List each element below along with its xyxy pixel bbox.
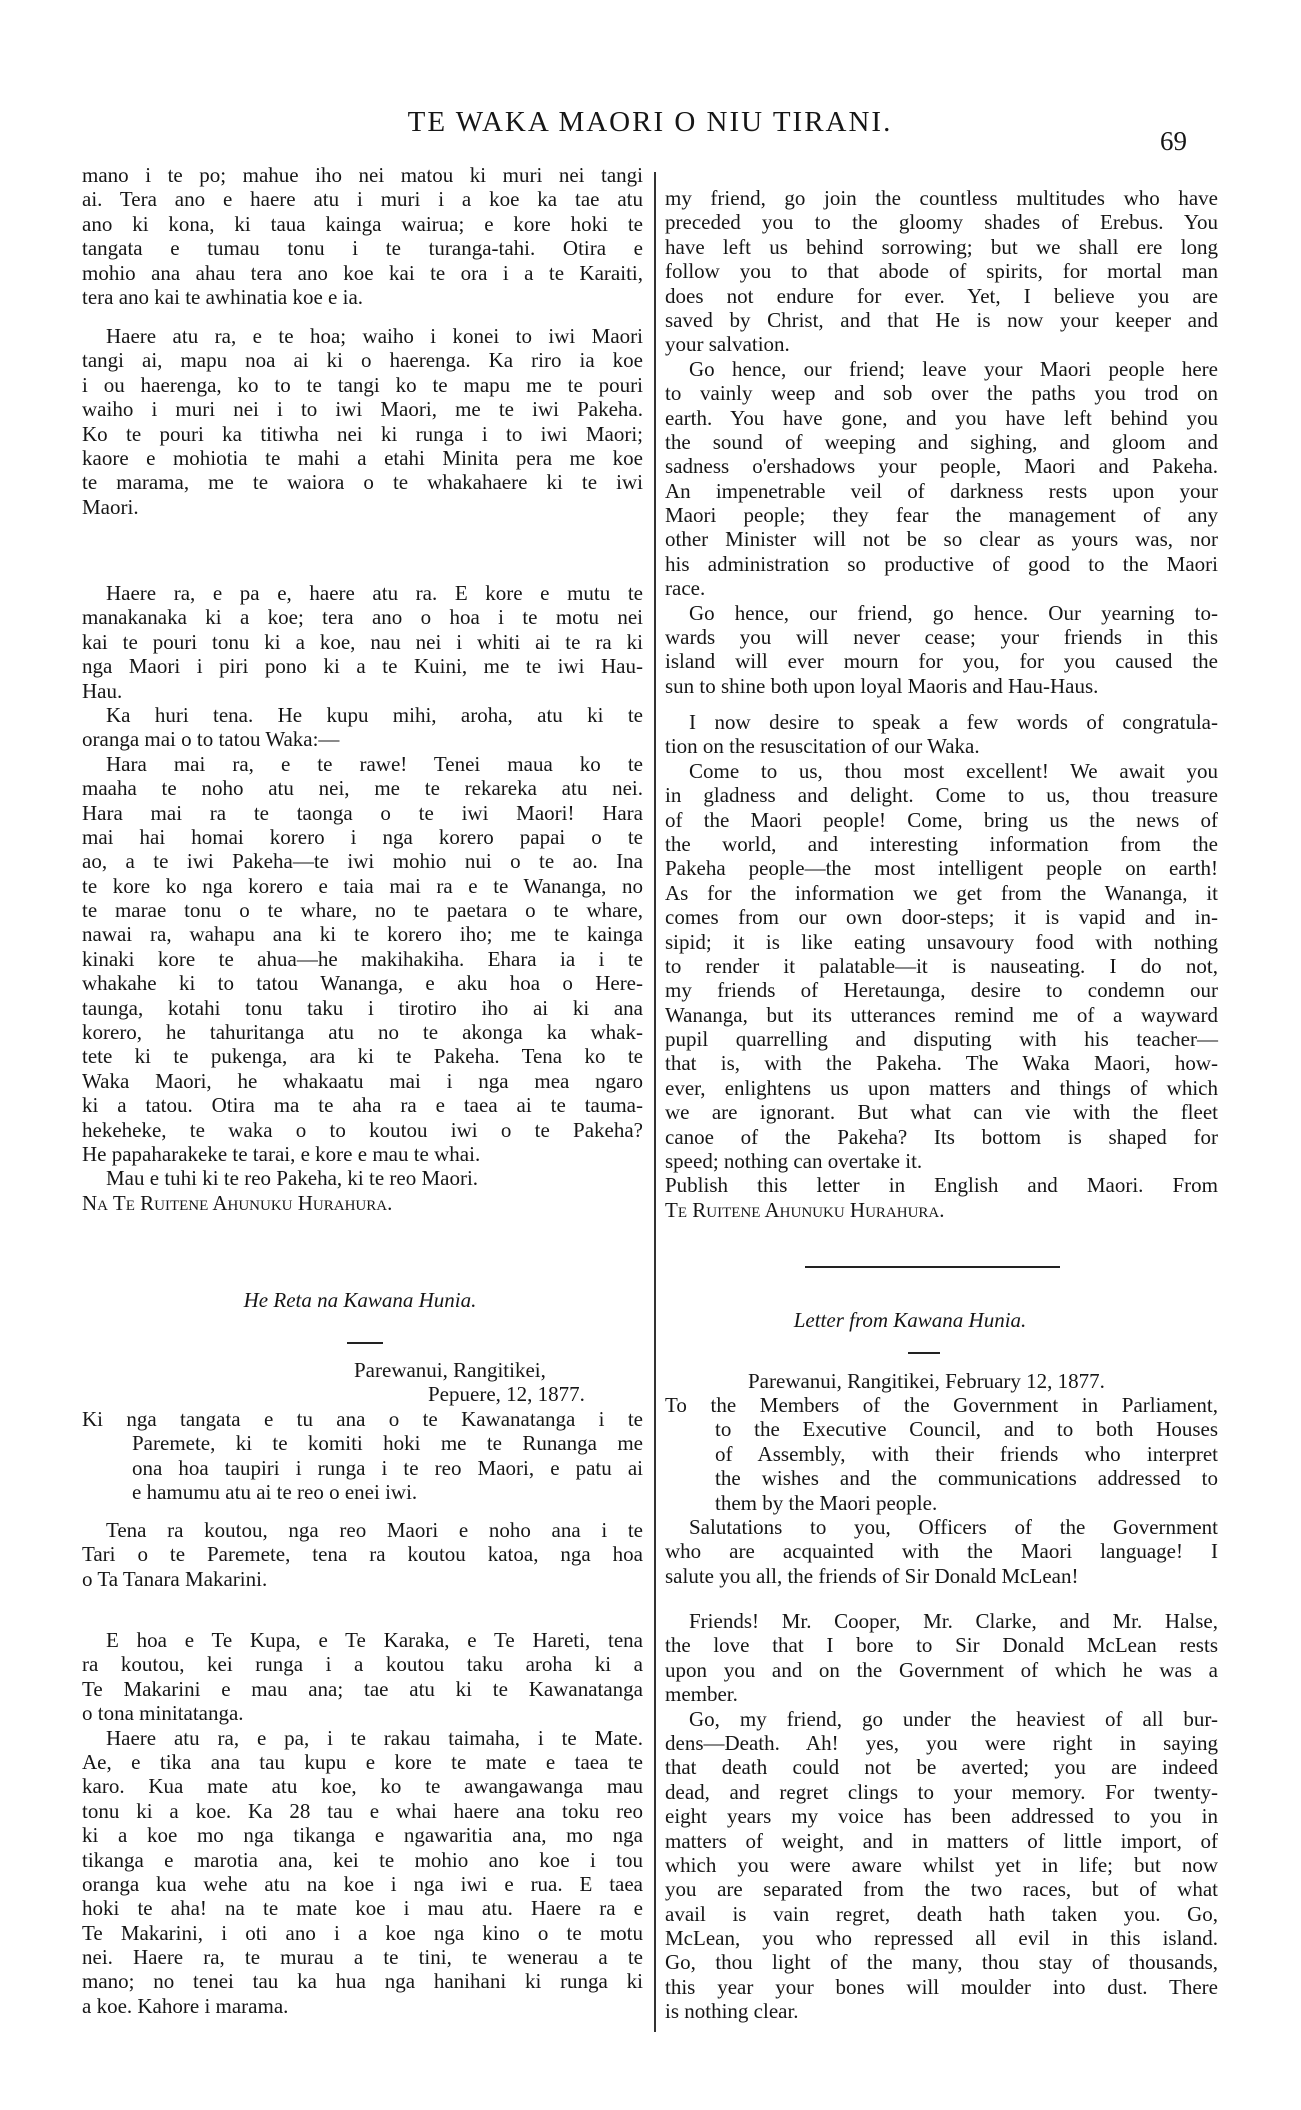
- text-line: a koe. Kahore i marama.: [82, 1993, 289, 2018]
- text-line: Ki nga tangata e tu ana o te Kawanatanga i te: [82, 1407, 643, 1431]
- text-line: Friends! Mr. Cooper, Mr. Clarke, and Mr. Halse,: [689, 1609, 1218, 1633]
- text-line: Wananga, but its utterances remind me of a wayward: [665, 1002, 1218, 1027]
- text-line: to render it palatable—it is nauseating. I do not,: [665, 953, 1218, 978]
- text-line: oranga kua wehe atu na koe i nga iwi e rua. E taea: [82, 1871, 643, 1896]
- text-line: that death could not be averted; you are indeed: [665, 1755, 1218, 1780]
- page-number: 69: [1160, 126, 1187, 156]
- text-line: To the Members of the Government in Parliament,: [665, 1393, 1218, 1417]
- text-line: my friends of Heretaunga, desire to condemn our: [665, 978, 1218, 1003]
- text-line: o Ta Tanara Makarini.: [82, 1566, 268, 1591]
- text-line: hoki te aha! na te mate koe i mau atu. Haere ra e: [82, 1896, 643, 1921]
- paragraph: [665, 601, 1218, 699]
- text-line: te kore ko nga korero e taia mai ra e te Wananga, no: [82, 873, 643, 898]
- paragraph: [665, 1173, 1218, 1197]
- text-line: is nothing clear.: [665, 1999, 799, 2024]
- text-line: Ka huri tena. He kupu mihi, aroha, atu ki te: [106, 702, 643, 727]
- text-line: ki a koe mo nga tikanga e ngawaritia ana, mo nga: [82, 1823, 643, 1848]
- text-line: salute you all, the friends of Sir Donald McLean!: [665, 1563, 1079, 1588]
- text-line: dens—Death. Ah! yes, you were right in saying: [665, 1730, 1218, 1755]
- paragraph: [665, 186, 1218, 357]
- text-line: the wishes and the communications addressed to: [715, 1466, 1218, 1491]
- text-line: dead, and regret clings to your memory. For twenty-: [665, 1779, 1218, 1804]
- text-line: tera ano kai te awhinatia koe e ia.: [82, 284, 364, 309]
- text-line: Maori people; they fear the management of any: [665, 503, 1218, 528]
- text-line: avail is vain regret, death hath taken you. Go,: [665, 1901, 1218, 1926]
- text-line: Tari o te Paremete, tena ra koutou katoa, nga hoa: [82, 1542, 643, 1567]
- text-line: He papaharakeke te tarai, e kore e mau te whai.: [82, 1141, 481, 1166]
- text-line: hekeheke, te waka o to koutou iwi o te Pakeha?: [82, 1117, 643, 1142]
- paragraph: [82, 1726, 643, 2019]
- text-line: Paremete, ki te komiti hoki me te Runanga me: [132, 1431, 643, 1456]
- paragraph: [82, 1407, 643, 1505]
- english-letter-body: [665, 1609, 1218, 2024]
- text-line: the sound of weeping and sighing, and gloom and: [665, 429, 1218, 454]
- text-line: Publish this letter in English and Maori. From: [665, 1173, 1218, 1198]
- maori-salutation: [82, 1518, 643, 1591]
- text-line: E hoa e Te Kupa, e Te Karaka, e Te Hareti, tena: [106, 1628, 643, 1652]
- text-line: mohio ana ahau tera ano koe kai te ora i a te Karaiti,: [82, 260, 643, 285]
- text-line: tete ki te pukenga, ara ki te Pakeha. Tena ko te: [82, 1044, 643, 1069]
- text-line: kaore e mohiotia te mahi a etahi Minita pera me koe: [82, 445, 643, 470]
- text-line: Haere atu ra, e te hoa; waiho i konei to iwi Maori: [106, 324, 643, 348]
- text-line: this year your bones will moulder into dust. There: [665, 1974, 1218, 1999]
- paragraph: [665, 1515, 1218, 1588]
- text-line: eight years my voice has been addressed to you in: [665, 1804, 1218, 1829]
- text-line: other Minister will not be so clear as yours was, nor: [665, 527, 1218, 552]
- maori-letter-body: [82, 1628, 643, 2018]
- text-line: tikanga e marotia ana, kei te mohio ano koe i tou: [82, 1847, 643, 1872]
- text-line: mai hai homai korero i nga korero papai o te: [82, 824, 643, 849]
- text-line: race.: [665, 576, 706, 601]
- paragraph: [82, 163, 643, 309]
- text-line: e hamumu atu ai te reo o enei iwi.: [132, 1480, 418, 1505]
- text-line: matters of weight, and in matters of little import, of: [665, 1828, 1218, 1853]
- paragraph: [82, 581, 643, 703]
- text-line: preceded you to the gloomy shades of Erebus. You: [665, 210, 1218, 235]
- text-line: oranga mai o to tatou Waka:—: [82, 727, 340, 752]
- text-line: tangata e tumau tonu i te turanga-tahi. Otira e: [82, 236, 643, 261]
- letter-heading-english: Letter from Kawana Hunia.: [793, 1308, 1027, 1332]
- text-line: waiho i muri nei i to iwi Maori, me te iwi Pakeha.: [82, 397, 643, 422]
- text-line: Go hence, our friend; leave your Maori people here: [689, 356, 1218, 381]
- paragraph: [665, 1609, 1218, 1707]
- text-line: to vainly weep and sob over the paths you trod on: [665, 381, 1218, 406]
- text-line: which you were aware whilst yet in life; but now: [665, 1852, 1218, 1877]
- text-line: nei. Haere ra, te murau a te tini, te wenerau a te: [82, 1945, 643, 1970]
- text-line: wards you will never cease; your friends in this: [665, 625, 1218, 650]
- text-line: comes from our own door-steps; it is vapid and in-: [665, 905, 1218, 930]
- text-line: taunga, kotahi tonu taku i tirotiro iho ai ki ana: [82, 995, 643, 1020]
- text-line: Te Ruitene Ahunuku Hurahura.: [665, 1197, 945, 1222]
- text-line: them by the Maori people.: [715, 1490, 938, 1515]
- text-line: upon you and on the Government of which he was a: [665, 1657, 1218, 1682]
- text-line: we are ignorant. But what can vie with the fleet: [665, 1100, 1218, 1125]
- short-rule: [347, 1342, 383, 1344]
- paragraph: [665, 357, 1218, 601]
- text-line: maaha te noho atu nei, me te rekareka atu nei.: [82, 776, 643, 801]
- text-line: ever, enlightens us upon matters and things of which: [665, 1075, 1218, 1100]
- column-divider: [654, 172, 656, 2032]
- paragraph: [82, 1518, 643, 1591]
- text-line: karo. Kua mate atu koe, ko te awangawanga mau: [82, 1774, 643, 1799]
- text-line: ona hoa taupiri i runga i te reo Maori, e patu ai: [132, 1455, 643, 1480]
- text-line: Salutations to you, Officers of the Government: [689, 1514, 1218, 1539]
- text-line: earth. You have gone, and you have left behind you: [665, 405, 1218, 430]
- text-line: i ou haerenga, ko to te tangi ko te mapu me te pouri: [82, 372, 643, 397]
- text-line: that is, with the Pakeha. The Waka Maori, how-: [665, 1051, 1218, 1076]
- maori-congratulation-section: [82, 581, 643, 1215]
- dateline-place: Parewanui, Rangitikei,: [354, 1358, 546, 1382]
- paragraph: [82, 324, 643, 519]
- text-line: member.: [665, 1682, 738, 1707]
- text-line: Hara mai ra te taonga o te iwi Maori! Hara: [82, 800, 643, 825]
- text-line: Ko te pouri ka titiwha nei ki runga i to iwi Maori;: [82, 421, 643, 446]
- text-line: Tena ra koutou, nga reo Maori e noho ana i te: [106, 1518, 643, 1542]
- text-line: An impenetrable veil of darkness rests upon your: [665, 478, 1218, 503]
- text-line: mano i te po; mahue iho nei matou ki muri nei tangi: [82, 163, 643, 187]
- english-congratulation-section: [665, 710, 1218, 1222]
- text-line: Waka Maori, he whakaatu mai i nga mea ngaro: [82, 1068, 643, 1093]
- maori-letter-continuation: [82, 163, 643, 309]
- text-line: nga Maori i piri pono ki a te Kuini, me te iwi Hau-: [82, 654, 643, 679]
- text-line: McLean, you who repressed all evil in this island.: [665, 1926, 1218, 1951]
- text-line: sun to shine both upon loyal Maoris and Hau-Haus.: [665, 673, 1099, 698]
- text-line: Ae, e tika ana tau kupu e kore te mate e taea te: [82, 1749, 643, 1774]
- text-line: of the Maori people! Come, bring us the news of: [665, 807, 1218, 832]
- text-line: manakanaka ki a koe; tera ano o hoa i te motu nei: [82, 605, 643, 630]
- text-line: mano; no tenei tau ka hua nga hanihani ki runga ki: [82, 1969, 643, 1994]
- text-line: Na Te Ruitene Ahunuku Hurahura.: [82, 1190, 393, 1215]
- text-line: canoe of the Pakeha? Its bottom is shaped for: [665, 1124, 1218, 1149]
- text-line: ao, a te iwi Pakeha—te iwi mohio nui o te ao. Ina: [82, 849, 643, 874]
- paragraph: [665, 1393, 1218, 1515]
- text-line: korero, he tahuritanga atu no te akonga ka whak-: [82, 1020, 643, 1045]
- paragraph: [82, 752, 643, 1167]
- text-line: his administration so productive of good to the Maori: [665, 551, 1218, 576]
- text-line: te marama, me te waiora o te whakahaere ki te iwi: [82, 470, 643, 495]
- maori-address: [82, 1407, 643, 1505]
- text-line: ki a tatou. Otira ma te aha ra e taea ai te tauma-: [82, 1093, 643, 1118]
- text-line: my friend, go join the countless multitudes who have: [665, 186, 1218, 210]
- text-line: tion on the resuscitation of our Waka.: [665, 734, 980, 759]
- text-line: to the Executive Council, and to both Houses: [715, 1417, 1218, 1442]
- text-line: Go, thou light of the many, thou stay of thousands,: [665, 1950, 1218, 1975]
- text-line: who are acquainted with the Maori language! I: [665, 1539, 1218, 1564]
- paragraph: [82, 1628, 643, 1726]
- text-line: ai. Tera ano e haere atu i muri i a koe ka tae atu: [82, 187, 643, 212]
- english-letter-continuation: [665, 186, 1218, 698]
- dateline: Parewanui, Rangitikei, February 12, 1877.: [748, 1369, 1105, 1393]
- text-line: whakahe ki to tatou Wananga, e aku hoa o Here-: [82, 971, 643, 996]
- text-line: I now desire to speak a few words of congratula-: [689, 710, 1218, 734]
- text-line: speed; nothing can overtake it.: [665, 1149, 923, 1174]
- text-line: sipid; it is like eating unsavoury food with nothing: [665, 929, 1218, 954]
- english-address: [665, 1393, 1218, 1588]
- text-line: follow you to that abode of spirits, for mortal man: [665, 259, 1218, 284]
- text-line: Pakeha people—the most intelligent people on earth!: [665, 856, 1218, 881]
- text-line: tonu ki a koe. Ka 28 tau e whai haere ana toku reo: [82, 1798, 643, 1823]
- text-line: Mau e tuhi ki te reo Pakeha, ki te reo Maori.: [106, 1166, 479, 1191]
- text-line: Go, my friend, go under the heaviest of all bur-: [689, 1706, 1218, 1731]
- paragraph: [82, 703, 643, 752]
- text-line: Haere atu ra, e pa, i te rakau taimaha, i te Mate.: [106, 1725, 643, 1750]
- text-line: the love that I bore to Sir Donald McLean rests: [665, 1633, 1218, 1658]
- text-line: pupil quarrelling and disputing with his teacher—: [665, 1027, 1218, 1052]
- text-line: the world, and interesting information from the: [665, 831, 1218, 856]
- text-line: ano ki kona, ki taua kainga wairua; e kore hoki te: [82, 211, 643, 236]
- text-line: tangi ai, mapu noa ai ki o haerenga. Ka riro ia koe: [82, 348, 643, 373]
- text-line: your salvation.: [665, 332, 790, 357]
- text-line: does not endure for ever. Yet, I believe you are: [665, 283, 1218, 308]
- text-line: Te Makarini, i oti ano i a koe nga kino o te motu: [82, 1920, 643, 1945]
- text-line: ra koutou, kei runga i a koutou taku aroha ki a: [82, 1652, 643, 1677]
- signature: [665, 1198, 1218, 1222]
- dateline-date: Pepuere, 12, 1877.: [428, 1382, 585, 1406]
- paragraph: [665, 1707, 1218, 2024]
- paragraph: [665, 710, 1218, 759]
- paragraph: [665, 759, 1218, 1174]
- maori-farewell-paragraph: [82, 324, 643, 519]
- text-line: Go hence, our friend, go hence. Our yearning to-: [689, 600, 1218, 625]
- letter-heading-maori: He Reta na Kawana Hunia.: [243, 1288, 477, 1312]
- text-line: o tona minitatanga.: [82, 1701, 244, 1726]
- text-line: As for the information we get from the Wananga, it: [665, 880, 1218, 905]
- short-rule: [908, 1352, 940, 1354]
- text-line: Come to us, thou most excellent! We await you: [689, 758, 1218, 783]
- text-line: sadness o'ershadows your people, Maori and Pakeha.: [665, 454, 1218, 479]
- text-line: nawai ra, wahapu ana ki te korero iho; me te kainga: [82, 922, 643, 947]
- section-rule: [805, 1266, 1060, 1268]
- text-line: of Assembly, with their friends who interpret: [715, 1441, 1218, 1466]
- text-line: Hau.: [82, 678, 123, 703]
- paragraph: [82, 1166, 643, 1190]
- text-line: te marae tonu o te whare, no te paetara o te whare,: [82, 898, 643, 923]
- text-line: have left us behind sorrowing; but we shall ere long: [665, 234, 1218, 259]
- text-line: Haere ra, e pa e, haere atu ra. E kore e mutu te: [106, 581, 643, 605]
- text-line: island will ever mourn for you, for you caused the: [665, 649, 1218, 674]
- text-line: kai te pouri tonu ki a koe, nau nei i whiti ai te ra ki: [82, 629, 643, 654]
- text-line: Maori.: [82, 494, 139, 519]
- text-line: saved by Christ, and that He is now your keeper and: [665, 307, 1218, 332]
- text-line: Hara mai ra, e te rawe! Tenei maua ko te: [106, 751, 643, 776]
- newspaper-title: TE WAKA MAORI O NIU TIRANI.: [407, 106, 893, 138]
- text-line: kinaki kore te ahua—he makihakiha. Ehara ia i te: [82, 946, 643, 971]
- text-line: in gladness and delight. Come to us, thou treasure: [665, 783, 1218, 808]
- signature: [82, 1191, 643, 1215]
- text-line: Te Makarini e mau ana; tae atu ki te Kawanatanga: [82, 1676, 643, 1701]
- text-line: you are separated from the two races, but of what: [665, 1877, 1218, 1902]
